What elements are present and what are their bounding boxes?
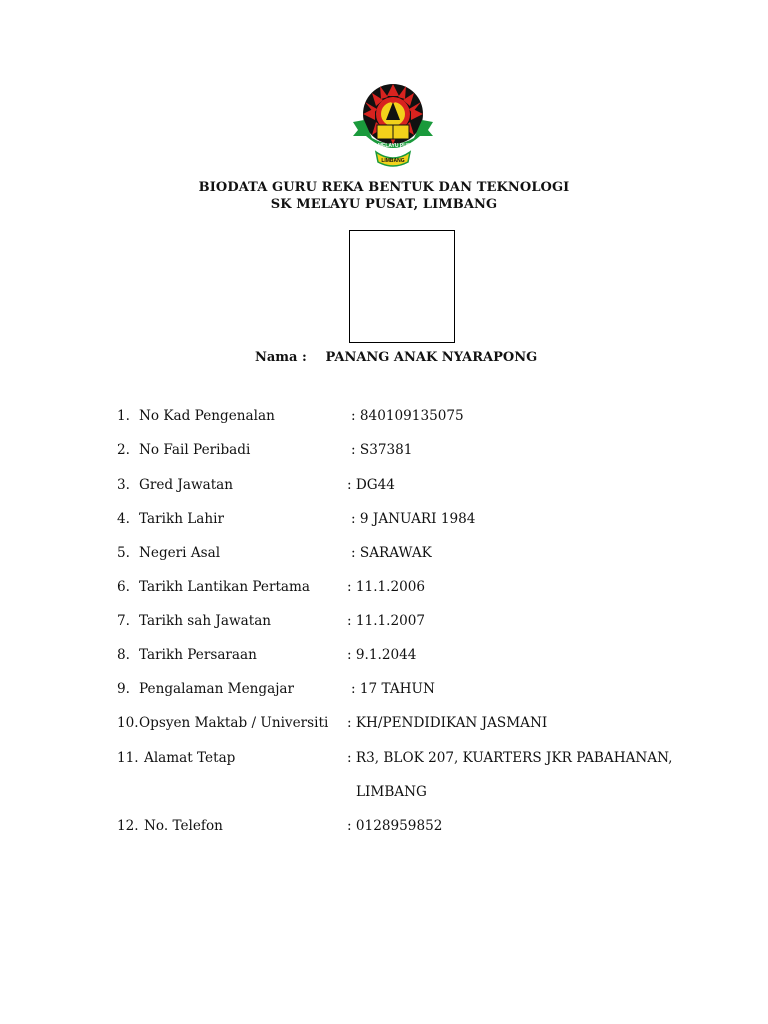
item-value: : DG44 xyxy=(347,477,395,493)
item-number: 6. xyxy=(117,579,130,595)
document-title-line1: BIODATA GURU REKA BENTUK DAN TEKNOLOGI xyxy=(198,180,570,195)
item-number: 12. xyxy=(117,818,139,834)
item-number: 3. xyxy=(117,477,130,493)
svg-text:LIMBANG: LIMBANG xyxy=(381,158,405,164)
photo-placeholder xyxy=(349,230,455,343)
item-value: : 0128959852 xyxy=(347,818,443,834)
item-label: No Kad Pengenalan xyxy=(139,408,275,424)
item-label: Tarikh Lantikan Pertama xyxy=(139,579,311,595)
name-row xyxy=(255,350,537,365)
item-label: Opsyen Maktab / Universiti xyxy=(139,715,329,731)
item-number: 1. xyxy=(117,408,130,424)
item-label: Negeri Asal xyxy=(139,545,221,561)
document-title-line2: SK MELAYU PUSAT, LIMBANG xyxy=(270,197,498,212)
item-number: 2. xyxy=(117,442,130,458)
item-number: 10. xyxy=(117,715,139,731)
item-value: : SARAWAK xyxy=(351,545,432,561)
name-value: PANANG ANAK NYARAPONG xyxy=(325,350,538,365)
item-label: Tarikh sah Jawatan xyxy=(139,613,272,629)
item-value: : 9 JANUARI 1984 xyxy=(351,511,476,527)
item-label: Tarikh Lahir xyxy=(139,511,225,527)
item-label: Pengalaman Mengajar xyxy=(139,681,295,697)
item-number: 8. xyxy=(117,647,130,663)
item-value: : 11.1.2007 xyxy=(347,613,426,629)
item-label: Alamat Tetap xyxy=(144,750,236,766)
item-value: : 840109135075 xyxy=(351,408,464,424)
item-value: : KH/PENDIDIKAN JASMANI xyxy=(347,715,548,731)
item-value: : 11.1.2006 xyxy=(347,579,426,595)
item-value: : 17 TAHUN xyxy=(351,681,435,697)
item-label: Tarikh Persaraan xyxy=(139,647,257,663)
item-number: 5. xyxy=(117,545,130,561)
svg-text:SK MELAYU PUSAT: SK MELAYU PUSAT xyxy=(369,143,417,149)
item-value-line2: LIMBANG xyxy=(356,784,427,800)
item-label: No. Telefon xyxy=(144,818,223,834)
item-label: No Fail Peribadi xyxy=(139,442,251,458)
item-value: : 9.1.2044 xyxy=(347,647,417,663)
item-number: 7. xyxy=(117,613,130,629)
school-crest-icon xyxy=(350,80,436,172)
item-value: : S37381 xyxy=(351,442,413,458)
name-label: Nama : xyxy=(255,350,307,365)
item-number: 9. xyxy=(117,681,130,697)
item-number: 11. xyxy=(117,750,139,766)
item-label: Gred Jawatan xyxy=(139,477,234,493)
item-number: 4. xyxy=(117,511,130,527)
item-value: : R3, BLOK 207, KUARTERS JKR PABAHANAN, xyxy=(347,750,673,766)
